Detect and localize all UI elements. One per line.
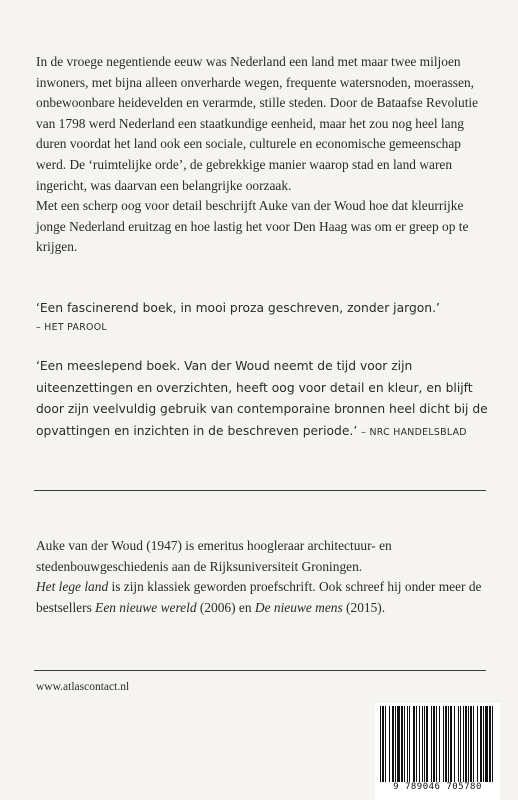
barcode-bar [492, 706, 493, 782]
bio-book-1: Een nieuwe wereld [95, 599, 197, 615]
barcode-bar [468, 706, 469, 782]
barcode-bar [395, 706, 396, 782]
barcode-bar [385, 706, 386, 782]
barcode-bar [465, 706, 467, 782]
barcode-bar [416, 706, 417, 782]
barcode-bar [458, 706, 459, 782]
author-bio [36, 536, 488, 618]
barcode-bar [392, 706, 394, 782]
publisher-website: www.atlascontact.nl [36, 681, 130, 693]
barcode-bar [448, 706, 449, 782]
bio-year-2: (2015). [342, 599, 386, 615]
barcode-label [375, 703, 500, 800]
blurb-paragraph-1: In de vroege negentiende eeuw was Nederland een land met maar twee miljoen inwoners, met bijna alleen onverharde wegen, frequente watersnoden, moerassen, onbewoonbare heidevelden en verarmde, stille steden. Door de Bataafse Revolutie van 1798 werd Nederland een staatkundige eenheid, maar het zou nog heel lang duren voordat het land ook een sociale, culturele en economische gemeenschap werd. De ‘ruimtelijke orde’, de gebrekkige manier waarop stad en land waren ingericht, was daarvan een belangrijke oorzaak. [36, 54, 479, 193]
barcode-bar [401, 706, 403, 782]
bio-book-2: De nieuwe mens [254, 599, 343, 615]
barcode-bar [445, 706, 447, 782]
barcode-bar [473, 706, 474, 782]
barcode-bar [460, 706, 461, 782]
barcode-bar [450, 706, 452, 782]
barcode-bar [389, 706, 390, 782]
blurb-text [36, 52, 488, 258]
isbn-number: 9 789046 705780 [393, 782, 482, 792]
barcode-bar [463, 706, 464, 782]
bio-sentence-2: is zijn klassiek geworden proefschrift. Ook schreef hij onder meer de bestsellers [36, 579, 482, 615]
bio-year-1: (2006) en [196, 599, 255, 615]
bio-title-het-lege-land: Het lege land [36, 579, 109, 595]
barcode-bar [419, 706, 420, 782]
barcode-bar [436, 706, 437, 782]
barcode-bar [422, 706, 423, 782]
blurb-paragraph-2: Met een scherp oog voor detail beschrijft Auke van der Woud hoe dat kleurrijke jonge Nederland eruitzag en hoe lastig het voor Den Haag was om er greep op te krijgen. [36, 198, 469, 255]
barcode-bar [382, 706, 384, 782]
bio-sentence-1: Auke van der Woud (1947) is emeritus hoogleraar architectuur- en stedenbouwgeschiedenis aan de Rijksuniversiteit Groningen. [36, 538, 392, 574]
barcode-bar [413, 706, 415, 782]
quote-text: ‘Een meeslepend boek. Van der Woud neemt de tijd voor zijn uiteenzettingen en overzichten, heeft oog voor detail en kleur, en blijft door zijn veelvuldig gebruik van contemporaine bronnen heel dicht bij de opvattingen en inzichten in de beschreven periode.’ [36, 359, 488, 438]
divider-bottom [34, 670, 486, 671]
barcode-bar [470, 706, 472, 782]
barcode-bar [407, 706, 408, 782]
barcode-bar [404, 706, 405, 782]
quote-text: ‘Een fascinerend boek, in mooi proza geschreven, zonder jargon.’ [36, 301, 440, 315]
barcode-bar [424, 706, 425, 782]
divider-top [34, 490, 486, 491]
barcode-bar [480, 706, 482, 782]
barcode-bar [477, 706, 478, 782]
barcode-image [378, 706, 496, 782]
barcode-bar [431, 706, 432, 782]
quote-source: – NRC HANDELSBLAD [361, 426, 467, 438]
barcode-bar [483, 706, 484, 782]
review-quote-nrc [36, 356, 488, 443]
barcode-bar [380, 706, 381, 782]
barcode-bar [454, 706, 455, 782]
barcode-bar [443, 706, 444, 782]
barcode-bar [397, 706, 400, 782]
barcode-bar [489, 706, 491, 782]
barcode-bar [433, 706, 435, 782]
barcode-bar [485, 706, 488, 782]
quote-source: – HET PAROOL [36, 322, 107, 333]
barcode-bar [439, 706, 440, 782]
barcode-bar [409, 706, 410, 782]
barcode-bar [426, 706, 428, 782]
review-quote-parool [36, 298, 488, 338]
